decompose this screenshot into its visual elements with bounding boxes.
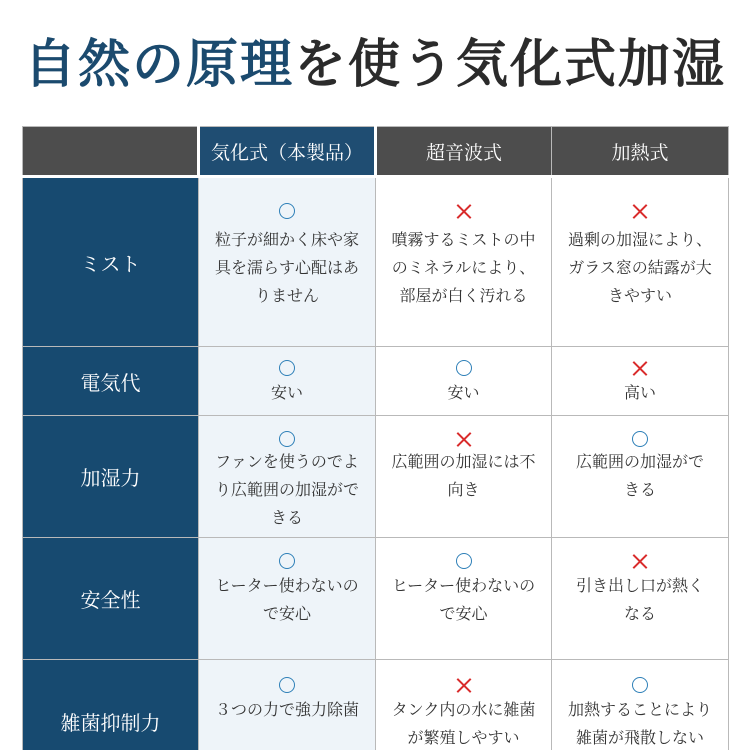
row-label-safety: 安全性 xyxy=(23,538,199,660)
cross-icon xyxy=(552,198,728,220)
circle-icon xyxy=(199,198,375,220)
table-cell xyxy=(376,177,552,347)
cross-icon xyxy=(376,198,551,220)
header-evaporative: 気化式（本製品） xyxy=(199,127,376,177)
comparison-table xyxy=(22,126,729,750)
circle-icon xyxy=(199,548,375,570)
cell-text: 安い xyxy=(270,383,303,402)
page-title xyxy=(0,30,750,100)
cell-text: ３つの力で強力除菌 xyxy=(214,700,359,719)
table-cell xyxy=(199,538,376,660)
cell-text: 広範囲の加湿がで きる xyxy=(575,452,704,499)
table-row xyxy=(23,538,729,660)
table-row xyxy=(23,177,729,347)
cell-text: 引き出し口が熱く なる xyxy=(575,576,704,623)
cell-text: 広範囲の加湿には不 向き xyxy=(391,452,536,499)
table-cell xyxy=(199,416,376,538)
table-row xyxy=(23,347,729,416)
table-cell xyxy=(552,538,729,660)
table-cell xyxy=(552,347,729,416)
table-cell xyxy=(199,347,376,416)
cross-icon xyxy=(376,426,551,448)
cross-icon xyxy=(552,548,728,570)
cross-icon xyxy=(376,672,551,694)
cell-text: ヒーター使わないの で安心 xyxy=(391,576,536,623)
row-label-antibacterial: 雑菌抑制力 xyxy=(23,660,199,750)
table-cell xyxy=(552,416,729,538)
circle-icon xyxy=(199,672,375,694)
row-label-electricity: 電気代 xyxy=(23,347,199,416)
cell-text: 加熱することにより 雑菌が飛散しない xyxy=(567,700,712,747)
circle-icon xyxy=(376,548,551,570)
cell-text: タンク内の水に雑菌 が繁殖しやすい xyxy=(391,700,536,747)
circle-icon xyxy=(199,426,375,448)
cell-text: 過剰の加湿により、 ガラス窓の結露が大 きやすい xyxy=(567,230,712,305)
table-row xyxy=(23,660,729,750)
table-cell xyxy=(552,660,729,750)
table-cell xyxy=(376,538,552,660)
header-heating: 加熱式 xyxy=(552,127,729,177)
table-row xyxy=(23,416,729,538)
cell-text: 噴霧するミストの中 のミネラルにより、 部屋が白く汚れる xyxy=(391,230,536,305)
table-cell xyxy=(376,416,552,538)
circle-icon xyxy=(552,672,728,694)
table-cell xyxy=(199,660,376,750)
row-label-mist: ミスト xyxy=(23,177,199,347)
header-ultrasonic: 超音波式 xyxy=(376,127,552,177)
table-header-row xyxy=(23,127,729,177)
page-title-accent: 自然の原理 xyxy=(23,35,294,95)
table-cell xyxy=(552,177,729,347)
table-cell xyxy=(199,177,376,347)
circle-icon xyxy=(376,355,551,377)
header-corner xyxy=(23,127,199,177)
cell-text: ファンを使うのでよ り広範囲の加湿がで きる xyxy=(214,452,359,527)
circle-icon xyxy=(199,355,375,377)
cell-text: 高い xyxy=(623,383,656,402)
cell-text: 粒子が細かく床や家 具を濡らす心配はあ りません xyxy=(214,230,359,305)
cell-text: 安い xyxy=(447,383,480,402)
row-label-humidifying-power: 加湿力 xyxy=(23,416,199,538)
circle-icon xyxy=(552,426,728,448)
table-cell xyxy=(376,660,552,750)
cell-text: ヒーター使わないの で安心 xyxy=(215,576,359,623)
table-cell xyxy=(376,347,552,416)
cross-icon xyxy=(552,355,728,377)
page-title-rest: を使う気化式加湿 xyxy=(294,35,727,95)
